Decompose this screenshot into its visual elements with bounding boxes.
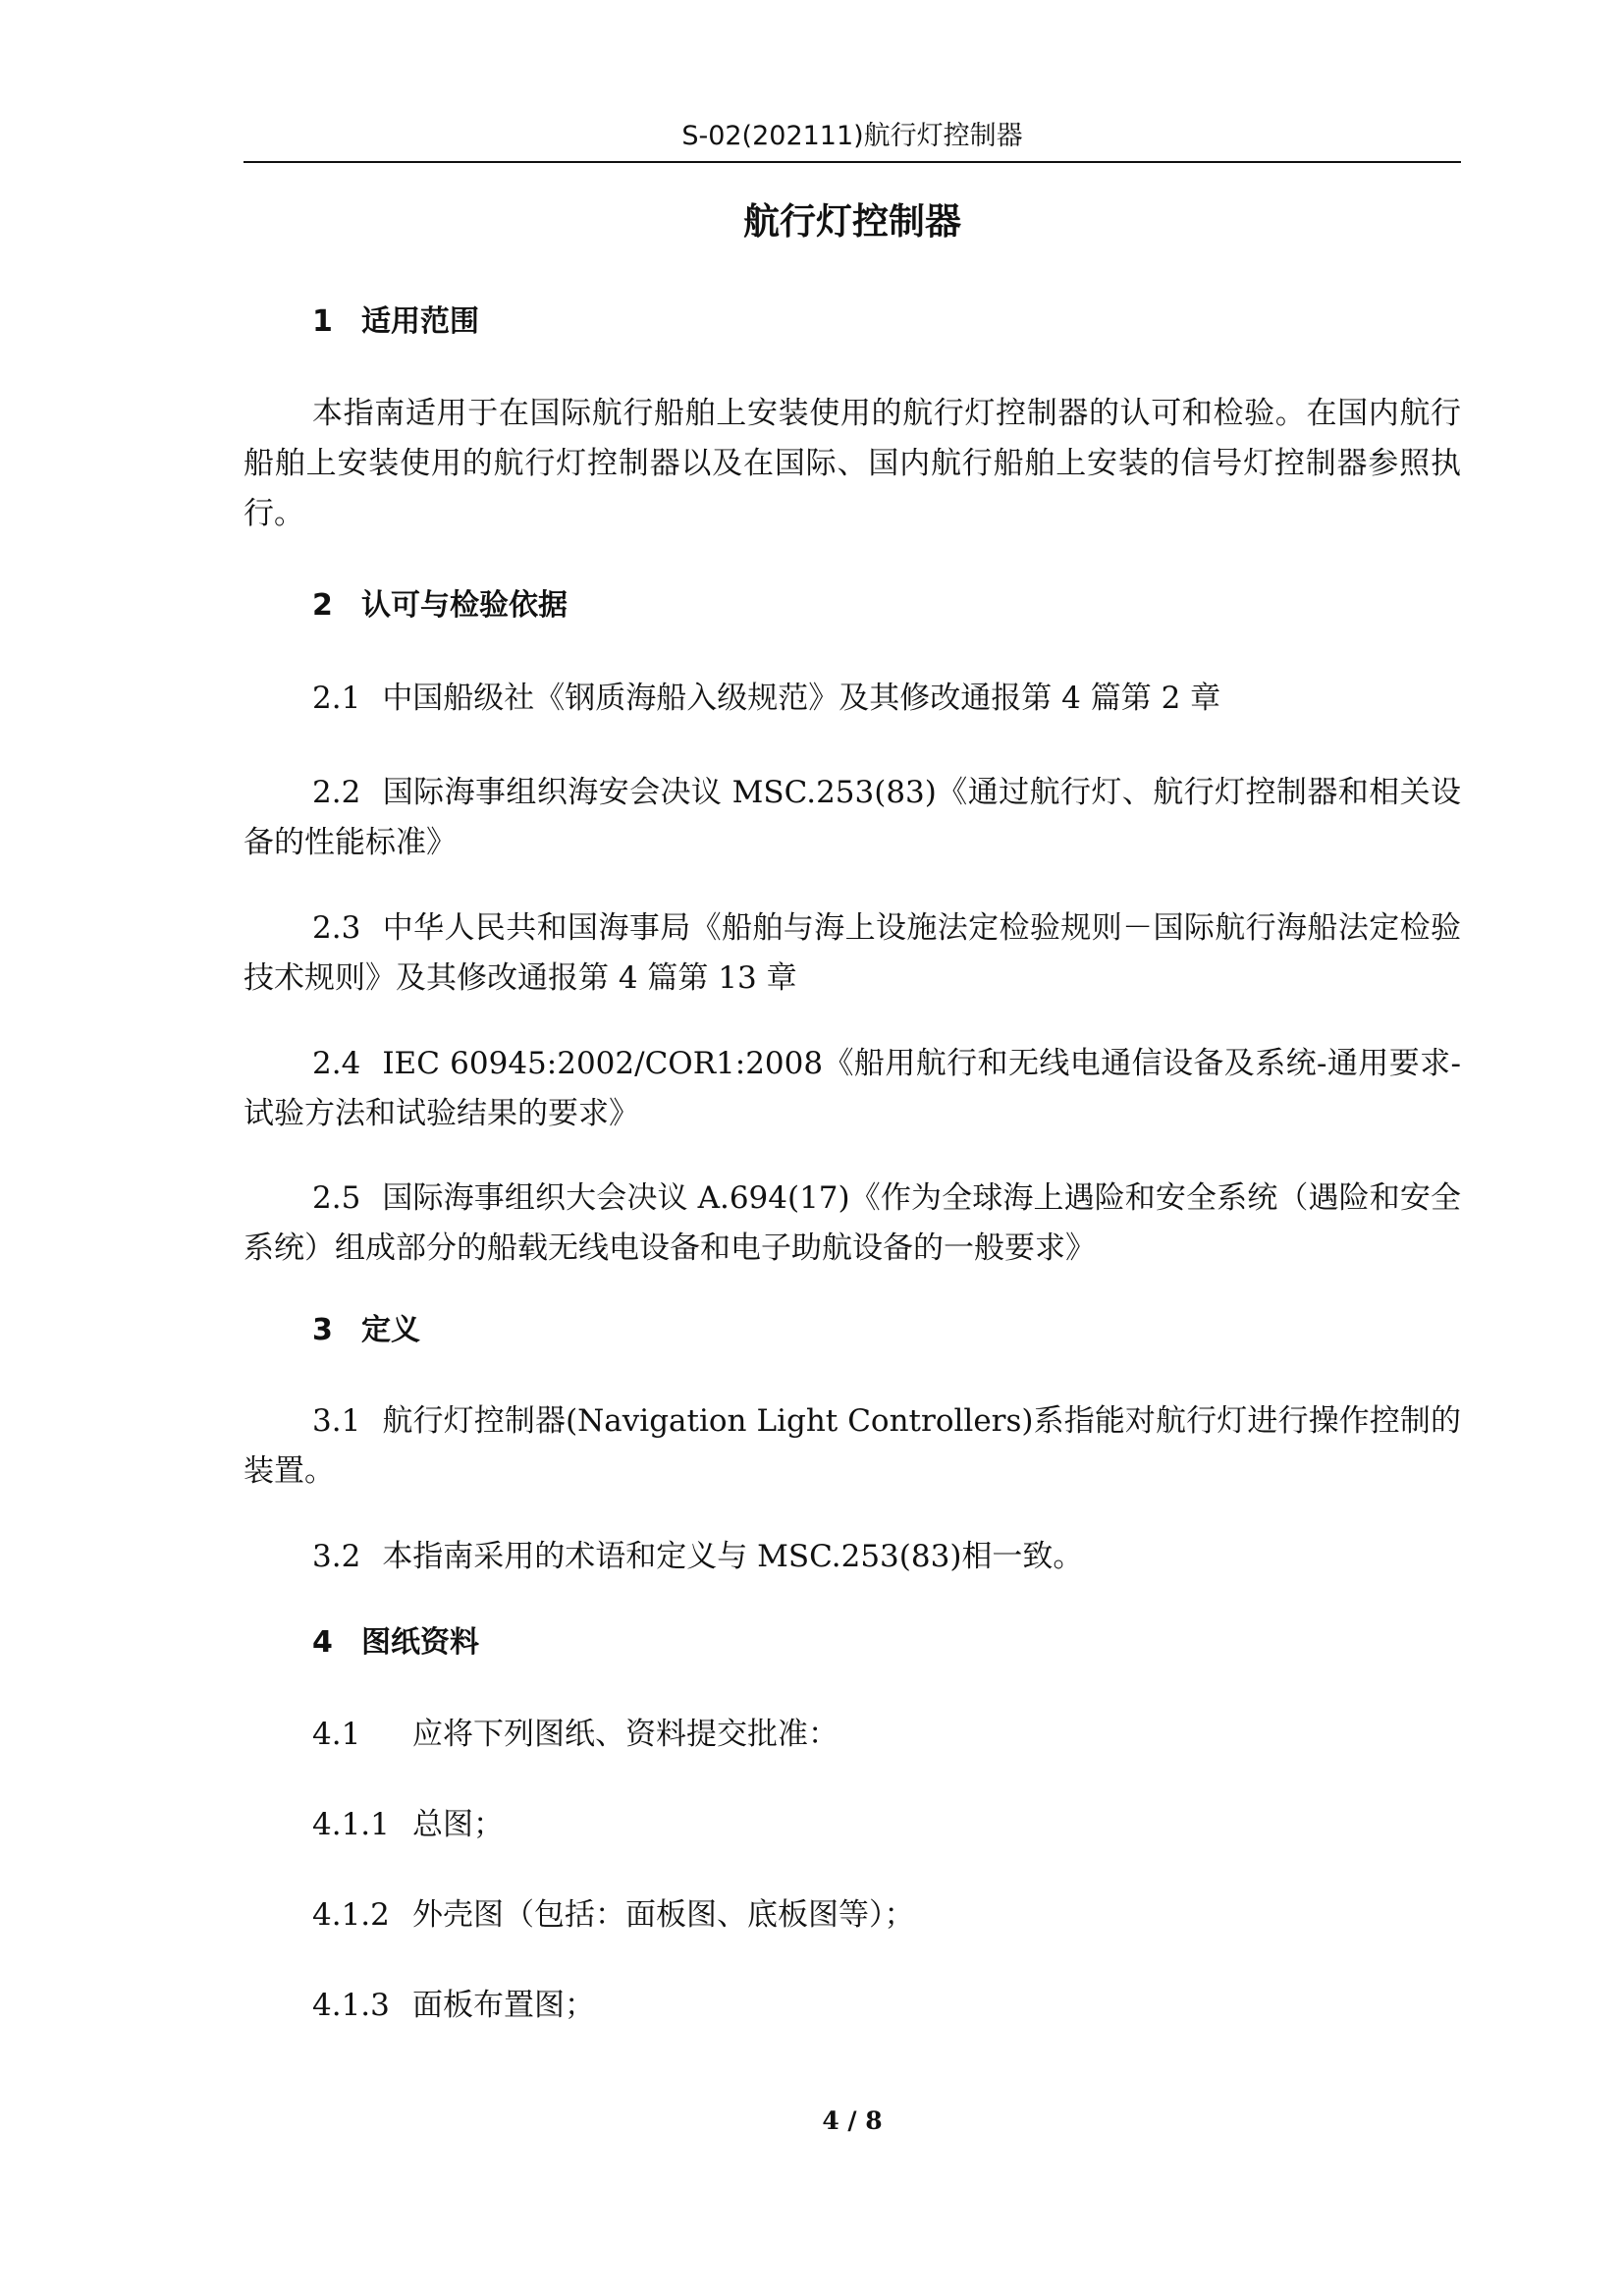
clause-text: 国际海事组织大会决议 A.694(17)《作为全球海上遇险和安全系统（遇险和安全系统）组成部分的船载无线电设备和电子助航设备的一般要求》: [243, 1180, 1461, 1266]
clause-text: IEC 60945:2002/COR1:2008《船用航行和无线电通信设备及系统-通用要求-试验方法和试验结果的要求》: [243, 1046, 1461, 1131]
section-number: 1: [312, 304, 333, 339]
paragraph-2-5: [243, 1174, 1461, 1274]
paragraph-scope: 本指南适用于在国际航行船舶上安装使用的航行灯控制器的认可和检验。在国内航行船舶上安装使用的航行灯控制器以及在国际、国内航行船舶上安装的信号灯控制器参照执行。: [243, 396, 1461, 531]
section-number: 4: [312, 1625, 333, 1660]
item-text: 应将下列图纸、资料提交批准：: [412, 1717, 839, 1752]
clause-number: 2.5: [312, 1180, 361, 1216]
item-number: 4.1: [312, 1717, 361, 1752]
section-heading-2: [312, 584, 568, 628]
section-title: 适用范围: [361, 304, 479, 339]
clause-number: 3.1: [312, 1403, 361, 1439]
item-text: 外壳图（包括：面板图、底板图等）；: [412, 1897, 915, 1933]
document-title: 航行灯控制器: [743, 200, 961, 243]
item-text: 总图；: [412, 1807, 504, 1842]
section-title: 定义: [361, 1313, 420, 1347]
clause-number: 2.3: [312, 910, 361, 946]
list-item-4-1-3: [312, 1981, 595, 2031]
list-item-4-1: [312, 1710, 839, 1760]
item-text: 面板布置图；: [412, 1988, 595, 2023]
section-number: 3: [312, 1313, 333, 1347]
section-heading-3: [312, 1309, 420, 1352]
section-heading-1: [312, 301, 479, 344]
list-item-4-1-1: [312, 1800, 504, 1850]
paragraph-2-1: [243, 674, 1461, 724]
clause-number: 3.2: [312, 1539, 361, 1574]
running-header: S-02(202111)航行灯控制器: [681, 121, 1023, 151]
list-item-4-1-2: [312, 1890, 915, 1941]
clause-text: 中国船级社《钢质海船入级规范》及其修改通报第 4 篇第 2 章: [382, 681, 1221, 716]
clause-number: 2.1: [312, 681, 361, 716]
section-number: 2: [312, 588, 333, 623]
clause-text: 国际海事组织海安会决议 MSC.253(83)《通过航行灯、航行灯控制器和相关设备的性能标准》: [243, 775, 1461, 860]
section-title: 认可与检验依据: [361, 588, 568, 623]
paragraph-3-1: [243, 1396, 1461, 1497]
item-number: 4.1.2: [312, 1897, 390, 1933]
clause-text: 本指南采用的术语和定义与 MSC.253(83)相一致。: [382, 1539, 1084, 1574]
paragraph-3-2: [243, 1532, 1461, 1582]
paragraph-2-2: [243, 768, 1461, 868]
section-title: 图纸资料: [361, 1625, 479, 1660]
paragraph-2-3: [243, 903, 1461, 1004]
item-number: 4.1.1: [312, 1807, 390, 1842]
clause-text: 中华人民共和国海事局《船舶与海上设施法定检验规则－国际航行海船法定检验技术规则》及其修改通报第 4 篇第 13 章: [243, 910, 1461, 996]
paragraph-2-4: [243, 1039, 1461, 1139]
item-number: 4.1.3: [312, 1988, 390, 2023]
page-number: 4 / 8: [822, 2106, 883, 2135]
header-rule: [243, 161, 1461, 163]
clause-number: 2.4: [312, 1046, 361, 1081]
clause-number: 2.2: [312, 775, 361, 810]
clause-text: 航行灯控制器(Navigation Light Controllers)系指能对航行灯进行操作控制的装置。: [243, 1403, 1461, 1489]
section-heading-4: [312, 1621, 479, 1665]
